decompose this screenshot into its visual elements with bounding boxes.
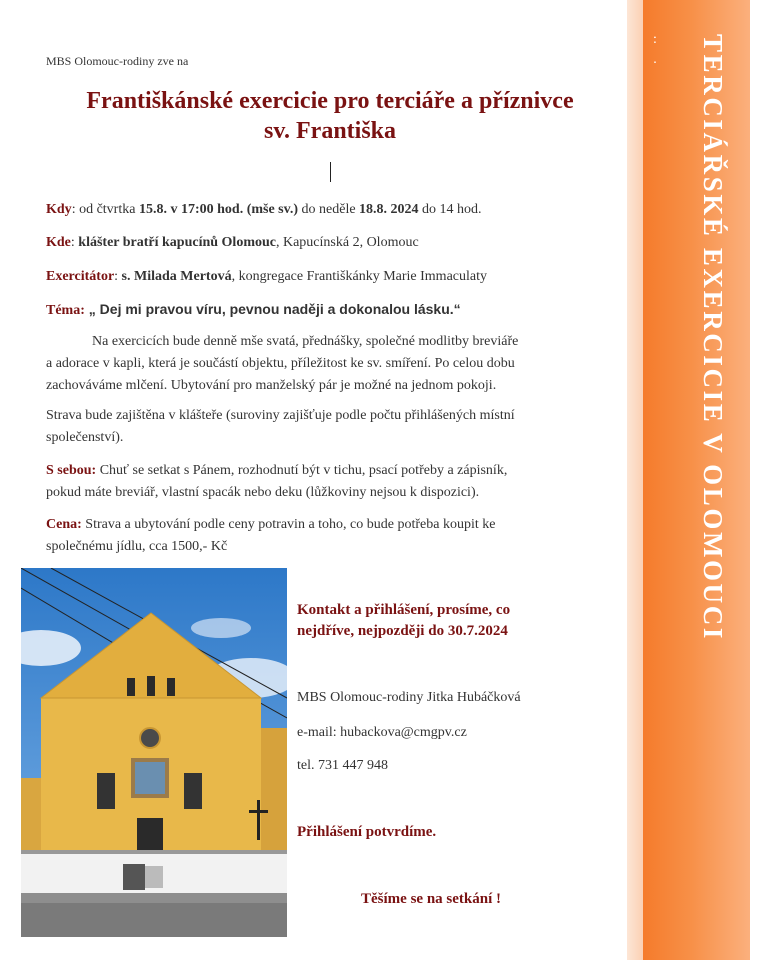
food-line-1: Strava bude zajištěna v klášteře (suroviny zajišťuje podle počtu přihlášených místní: [46, 408, 515, 423]
price-paragraph: [46, 514, 621, 558]
church-photo: [21, 568, 287, 937]
contact-phone[interactable]: tel. 731 447 948: [297, 758, 388, 773]
program-line-1: Na exercicích bude denně mše svatá, přednášky, společné modlitby breviáře: [92, 334, 519, 349]
sidebar-title: TERCIÁŘSKÉ EXERCICIE V OLOMOUCI: [698, 34, 728, 641]
where-label: Kde: [46, 235, 71, 250]
where-text-b: , Kapucínská 2, Olomouc: [275, 235, 419, 250]
program-paragraph: [46, 331, 621, 397]
confirm-text: Přihlášení potvrdíme.: [297, 824, 437, 840]
food-line-2: společenství).: [46, 430, 124, 445]
where-place: klášter bratří kapucínů Olomouc: [78, 235, 276, 250]
leader-label: Exercitátor: [46, 269, 115, 284]
program-line-2: a adorace v kapli, která je součástí objektu, příležitost ke sv. smíření. Po celou dobu: [46, 356, 515, 371]
theme-line: [46, 301, 461, 319]
when-label: Kdy: [46, 202, 72, 217]
bring-line-1: S sebou: Chuť se setkat s Pánem, rozhodnutí být v tichu, psací potřeby a zápisník,: [46, 463, 508, 478]
contact-heading-line-2: nejdříve, nejpozději do 30.7.2024: [297, 623, 508, 639]
bring-paragraph: [46, 460, 621, 504]
contact-org: MBS Olomouc-rodiny Jitka Hubáčková: [297, 690, 521, 705]
title-line-2: sv. Františka: [263, 118, 397, 144]
contact-email[interactable]: e-mail: hubackova@cmgpv.cz: [297, 725, 467, 740]
leader-text-b: , kongregace Františkánky Marie Immaculaty: [231, 269, 487, 284]
farewell-text: Těšíme se na setkání !: [361, 891, 501, 907]
contact-heading-line-1: Kontakt a přihlášení, prosíme, co: [297, 602, 511, 618]
program-line-3: zachováváme mlčení. Ubytování pro manželský pár je možné na jednom pokoji.: [46, 378, 497, 393]
when-text-a: : od čtvrtka: [71, 202, 139, 217]
theme-label: Téma:: [46, 303, 85, 318]
theme-text: „ Dej mi pravou víru, pevnou naději a dokonalou lásku.“: [84, 301, 461, 317]
price-line-1: Cena: Strava a ubytování podle ceny potravin a toho, co bude potřeba koupit ke: [46, 517, 496, 532]
leader-text-a: :: [114, 269, 122, 284]
leader-line: [46, 269, 487, 285]
intro-text: MBS Olomouc-rodiny zve na: [46, 54, 189, 68]
page-title: [30, 86, 630, 146]
where-line: [46, 235, 419, 251]
food-paragraph: [46, 405, 621, 449]
when-line: [46, 202, 482, 218]
bring-line-2: pokud máte breviář, vlastní spacák nebo deku (lůžkoviny nejsou k dispozici).: [46, 485, 480, 500]
price-line-2: společnému jídlu, cca 1500,- Kč: [46, 539, 228, 554]
sidebar-dots: : .: [653, 32, 657, 67]
title-line-1: Františkánské exercicie pro terciáře a příznivce: [86, 88, 574, 114]
when-text-b: do neděle: [298, 202, 360, 217]
where-text-a: :: [70, 235, 79, 250]
text-cursor: [330, 162, 331, 182]
when-text-c: do 14 hod.: [418, 202, 482, 217]
when-end: 18.8. 2024: [359, 202, 419, 217]
contact-heading: [297, 600, 597, 642]
leader-name: s. Milada Mertová: [121, 269, 232, 284]
when-start: 15.8. v 17:00 hod. (mše sv.): [138, 202, 299, 217]
